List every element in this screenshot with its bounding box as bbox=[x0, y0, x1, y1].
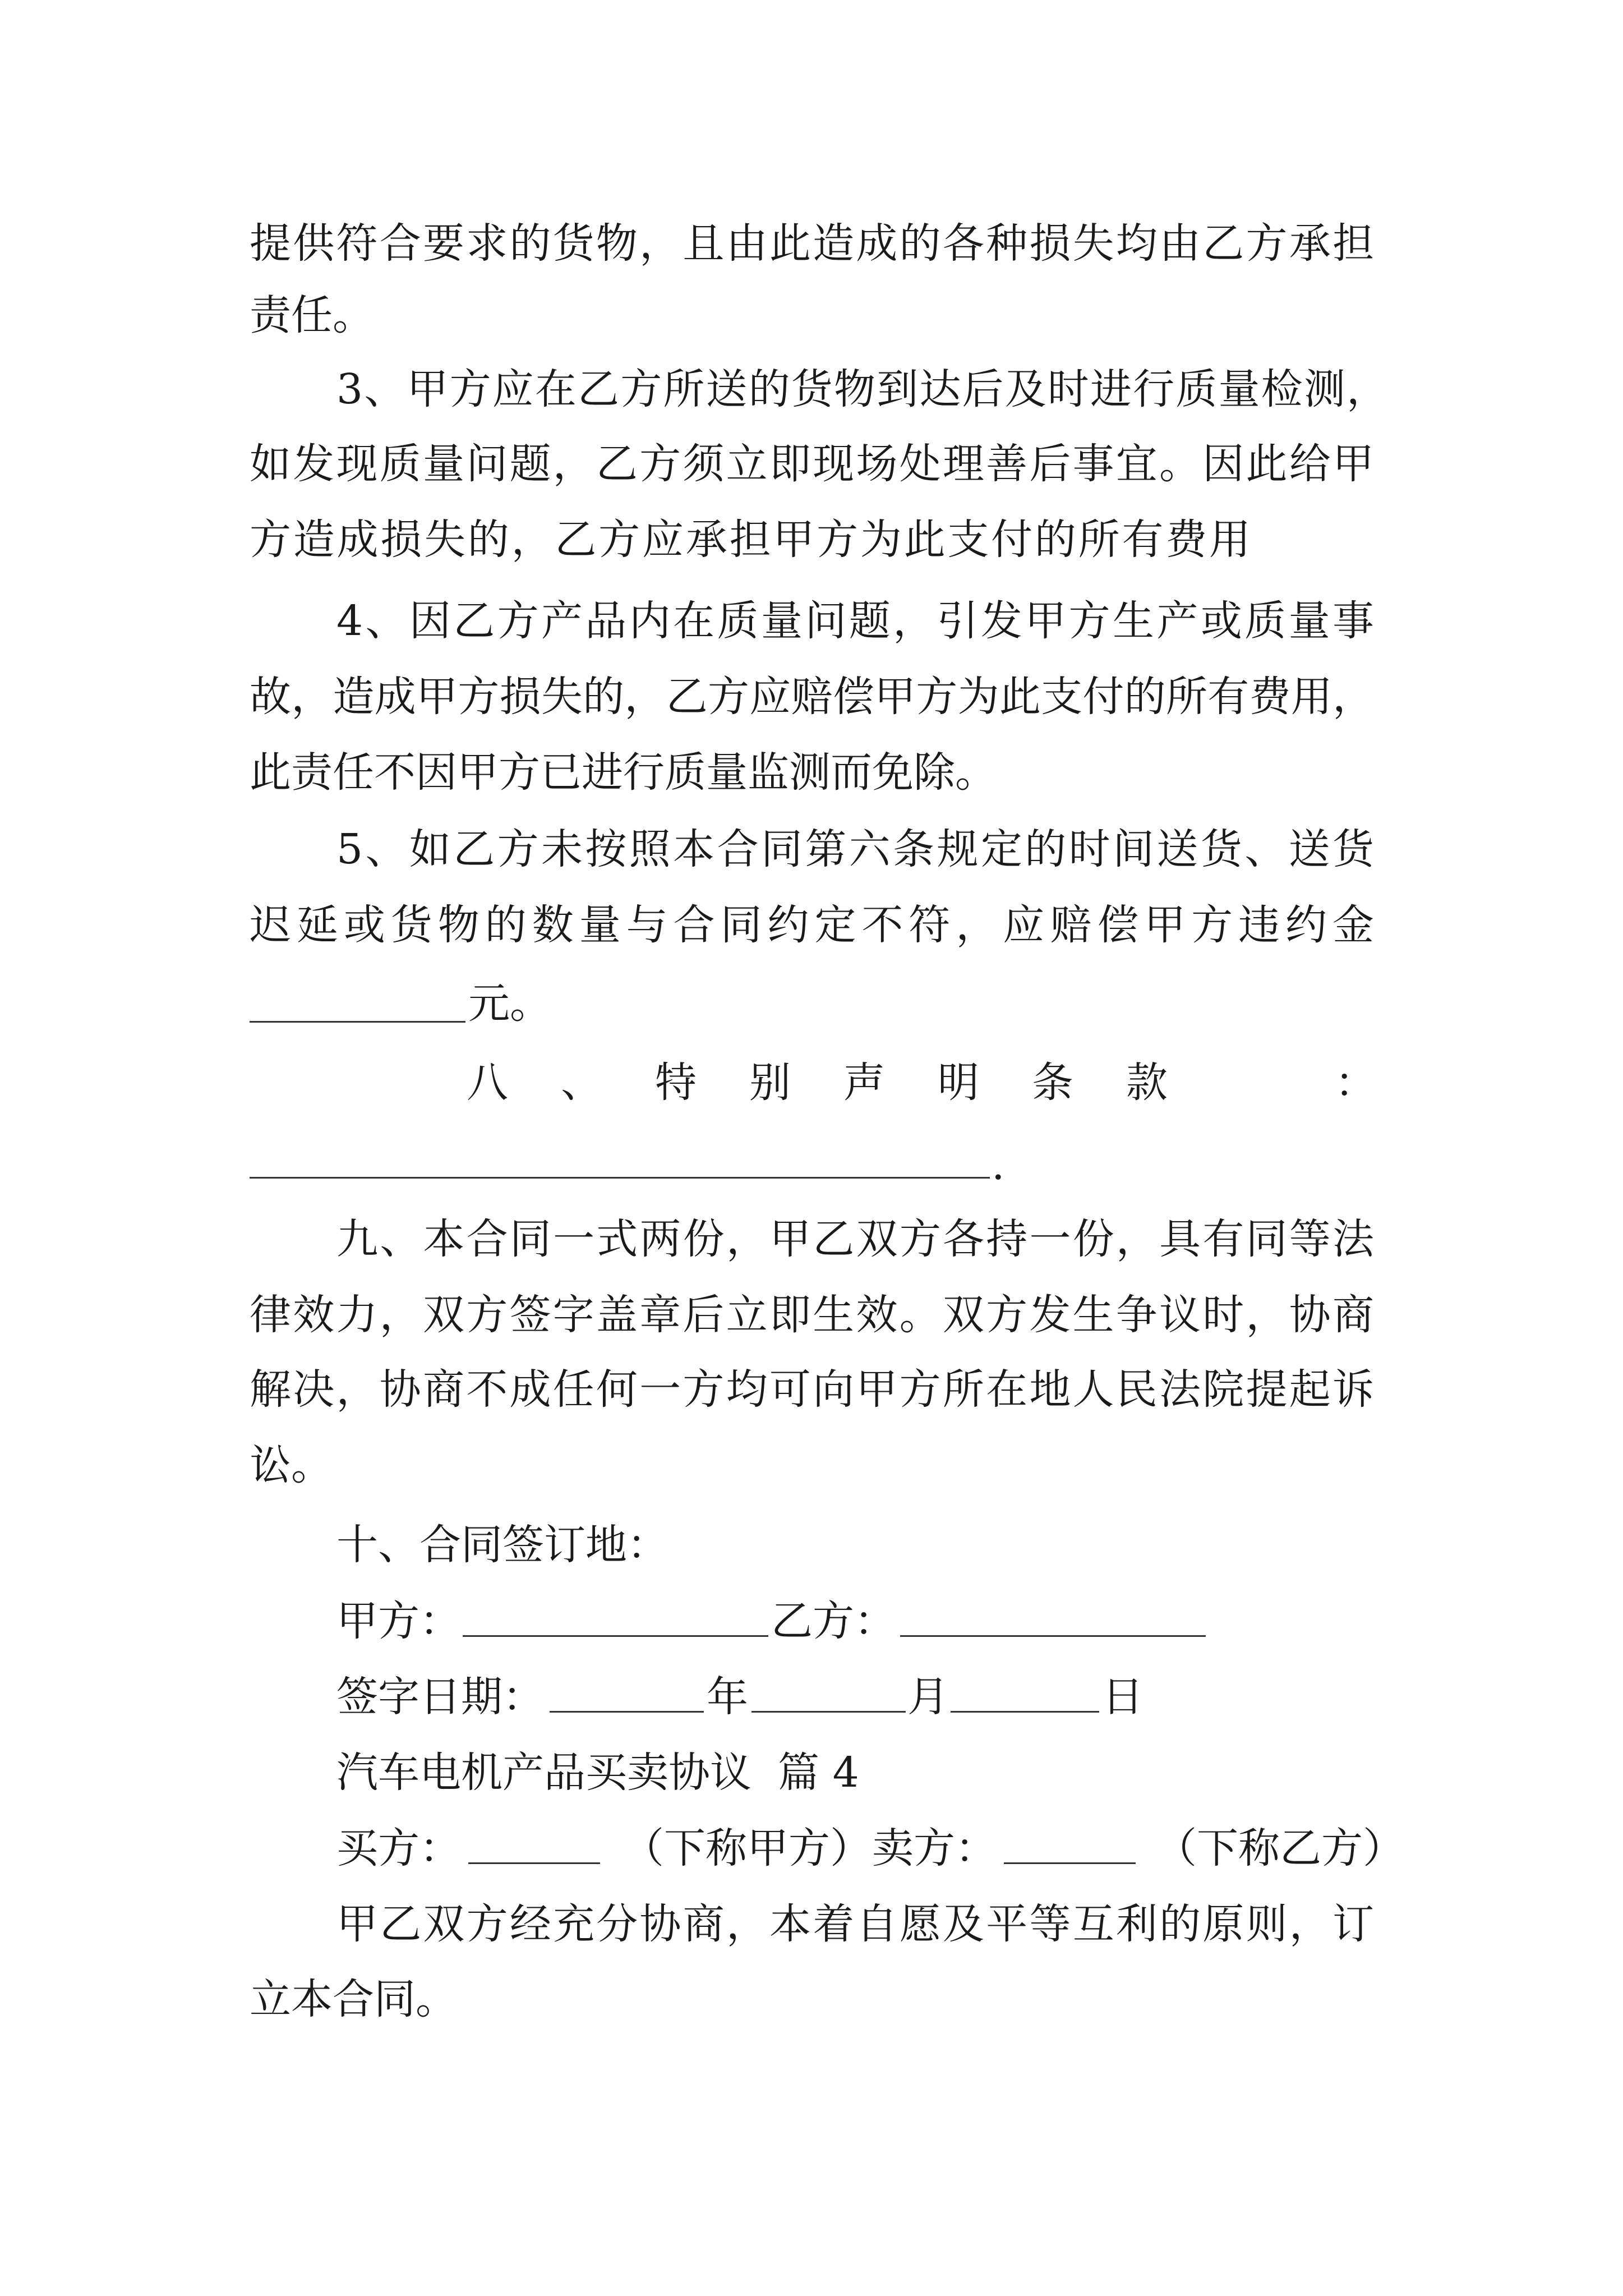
sign-day-label: 日 bbox=[1102, 1673, 1144, 1721]
sign-year-blank bbox=[550, 1711, 704, 1713]
heading-char: 款 bbox=[1126, 1059, 1168, 1107]
sign-month-blank bbox=[751, 1711, 906, 1713]
section-10-heading: 十、合同签订地： bbox=[336, 1521, 668, 1569]
buyer-blank bbox=[468, 1862, 600, 1864]
sign-day-blank bbox=[951, 1711, 1099, 1713]
clause-4-line: 此责任不因甲方已进行质量监测而免除。 bbox=[250, 748, 997, 797]
section-9-line: 解决，协商不成任何一方均可向甲方所在地人民法院提起诉 bbox=[250, 1365, 1374, 1414]
party-b-label: 乙方： bbox=[771, 1597, 896, 1645]
intro-line: 立本合同。 bbox=[250, 1975, 457, 2023]
special-terms-blank bbox=[250, 1177, 990, 1179]
section-9-line: 讼。 bbox=[250, 1441, 333, 1489]
clause-3-line: 3、甲方应在乙方所送的货物到达后及时进行质量检测， bbox=[336, 365, 1388, 413]
clause-5-line: 元。 bbox=[468, 979, 551, 1028]
clause-5-line: 5、如乙方未按照本合同第六条规定的时间送货、送货 bbox=[336, 825, 1374, 873]
paragraph-line: 提供符合要求的货物，且由此造成的各种损失均由乙方承担 bbox=[250, 219, 1374, 268]
heading-char: 明 bbox=[938, 1059, 979, 1107]
buyer-label: 买方： bbox=[336, 1824, 461, 1872]
clause-3-line: 如发现质量问题，乙方须立即现场处理善后事宜。因此给甲 bbox=[250, 440, 1374, 488]
party-a-blank bbox=[463, 1635, 768, 1637]
seller-label: 卖方： bbox=[872, 1824, 997, 1872]
party-a-label: 甲方： bbox=[336, 1597, 461, 1645]
clause-5-line: 迟延或货物的数量与合同约定不符，应赔偿甲方违约金 bbox=[250, 901, 1374, 949]
agreement-title: 汽车电机产品买卖协议 篇 4 bbox=[336, 1749, 859, 1797]
heading-char: ： bbox=[1335, 1059, 1376, 1107]
seller-note: （下称乙方） bbox=[1155, 1824, 1404, 1872]
clause-3-line: 方造成损失的，乙方应承担甲方为此支付的所有费用 bbox=[250, 516, 1251, 564]
heading-char: 特 bbox=[655, 1059, 697, 1107]
heading-char: 别 bbox=[749, 1059, 791, 1107]
clause-4-line: 故，造成甲方损失的，乙方应赔偿甲方为此支付的所有费用， bbox=[250, 673, 1374, 721]
sign-date-label: 签字日期： bbox=[336, 1673, 544, 1721]
intro-line: 甲乙双方经充分协商，本着自愿及平等互利的原则，订 bbox=[336, 1900, 1374, 1948]
heading-char: 、 bbox=[561, 1059, 602, 1107]
party-b-blank bbox=[900, 1635, 1206, 1637]
seller-blank bbox=[1004, 1862, 1136, 1864]
section-9-line: 九、本合同一式两份，甲乙双方各持一份，具有同等法 bbox=[336, 1215, 1374, 1263]
section-9-line: 律效力，双方签字盖章后立即生效。双方发生争议时，协商 bbox=[250, 1291, 1374, 1339]
clause-4-line: 4、因乙方产品内在质量问题，引发甲方生产或质量事 bbox=[336, 597, 1374, 645]
heading-char: 八 bbox=[467, 1059, 508, 1107]
sign-year-label: 年 bbox=[707, 1673, 748, 1721]
heading-char: 声 bbox=[843, 1059, 885, 1107]
special-terms-period: . bbox=[992, 1141, 1005, 1189]
penalty-amount-blank bbox=[250, 1021, 465, 1023]
buyer-note: （下称甲方） bbox=[623, 1824, 872, 1872]
heading-char: 条 bbox=[1032, 1059, 1073, 1107]
paragraph-line: 责任。 bbox=[250, 291, 374, 339]
sign-month-label: 月 bbox=[907, 1673, 949, 1721]
